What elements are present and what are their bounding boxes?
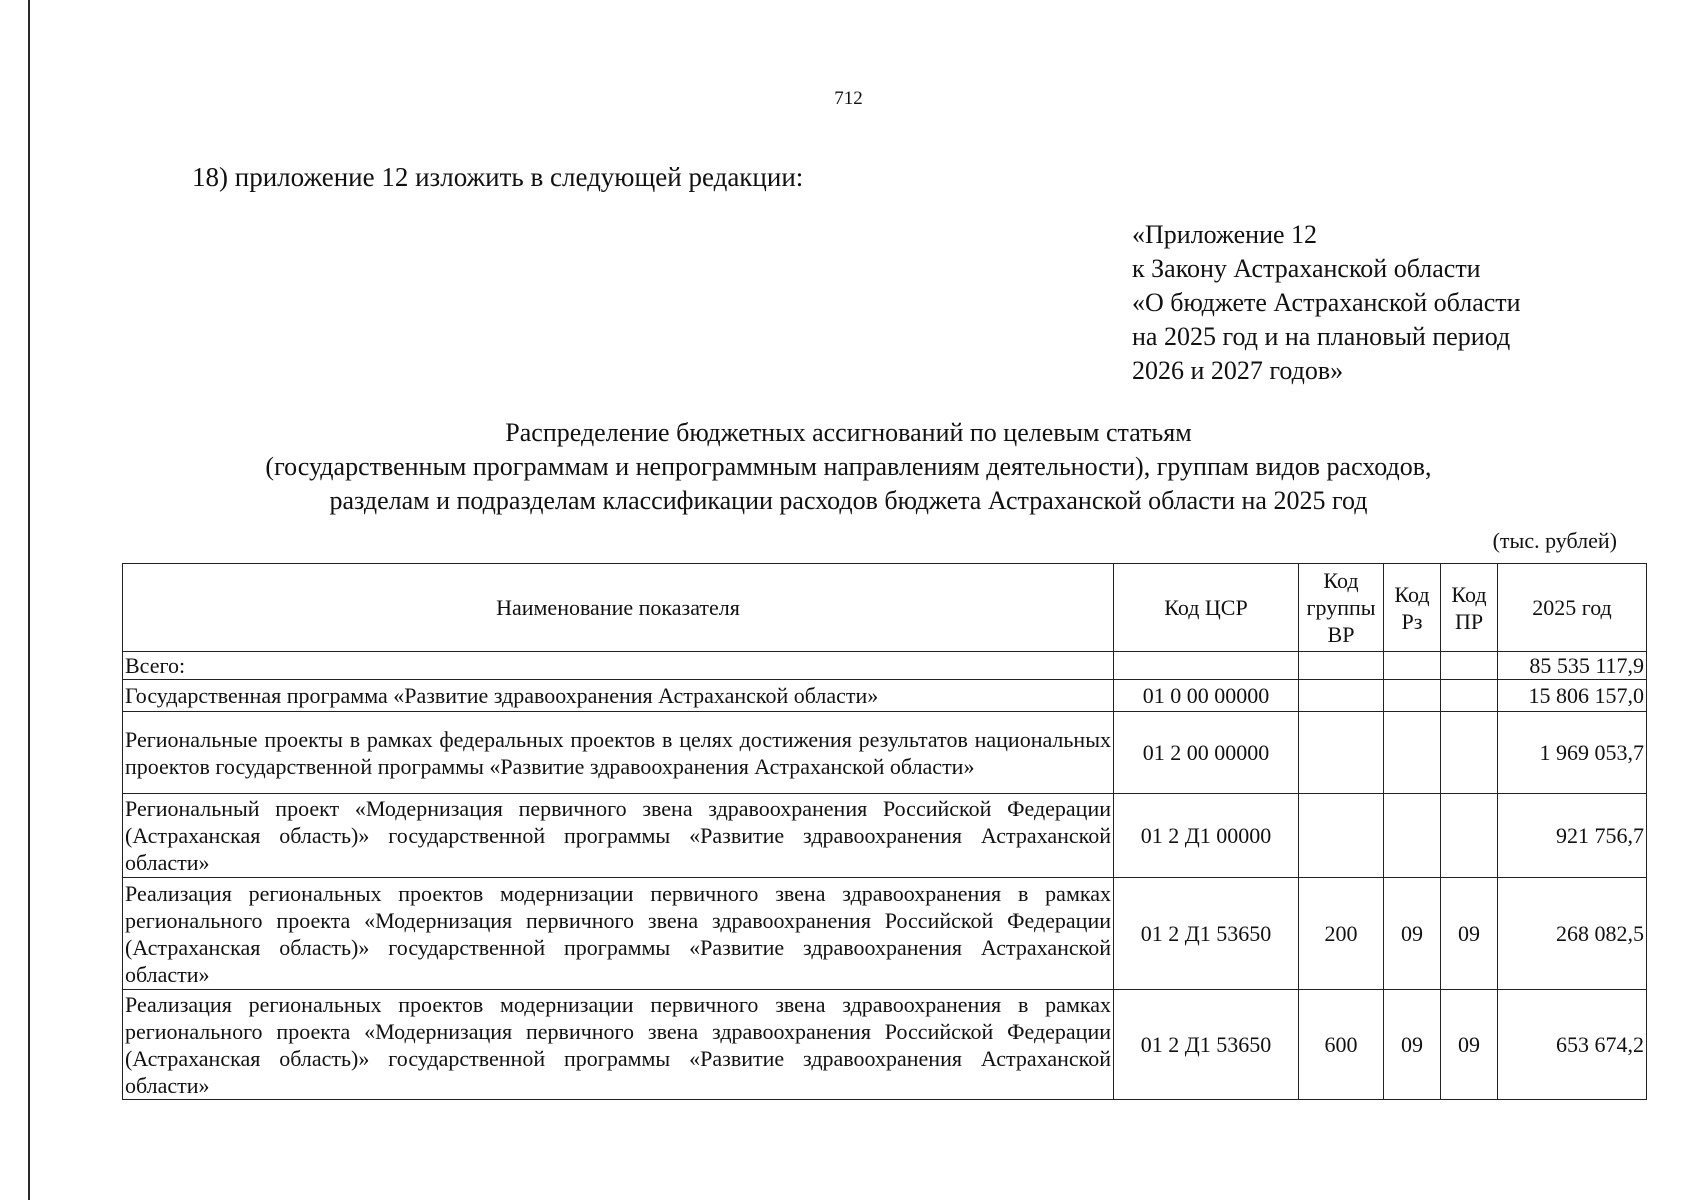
row-pr: 09 [1441,878,1498,990]
row-rz [1384,680,1441,712]
row-rz [1384,652,1441,680]
appendix-line: на 2025 год и на плановый период [1132,322,1511,351]
document-title [0,416,1697,518]
row-name: Региональные проекты в рамках федеральных проектов в целях достижения результатов национальных проектов государственной программы «Развитие здравоохранения Астраханской области» [123,712,1114,794]
row-rz: 09 [1384,990,1441,1100]
table-row [123,990,1647,1100]
appendix-reference [1132,218,1521,388]
row-csr [1114,652,1299,680]
table-row [123,878,1647,990]
row-vr [1299,680,1384,712]
header-name: Наименование показателя [123,564,1114,652]
table-row [123,652,1647,680]
row-name: Региональный проект «Модернизация первичного звена здравоохранения Российской Федерации (Астраханская область)» государственной программы «Развитие здравоохранения Астраханской области» [123,794,1114,878]
header-year: 2025 год [1498,564,1647,652]
appendix-line: «Приложение 12 [1132,220,1318,249]
row-amount: 1 969 053,7 [1498,712,1647,794]
row-vr [1299,794,1384,878]
row-rz [1384,712,1441,794]
row-pr [1441,652,1498,680]
row-csr: 01 2 00 00000 [1114,712,1299,794]
appendix-line: 2026 и 2027 годов» [1132,356,1344,385]
row-name: Государственная программа «Развитие здравоохранения Астраханской области» [123,680,1114,712]
row-pr: 09 [1441,990,1498,1100]
row-amount: 85 535 117,9 [1498,652,1647,680]
table-row [123,794,1647,878]
title-line: Распределение бюджетных ассигнований по целевым статьям [505,418,1192,447]
row-csr: 01 2 Д1 00000 [1114,794,1299,878]
appendix-line: «О бюджете Астраханской области [1132,288,1521,317]
row-amount: 15 806 157,0 [1498,680,1647,712]
page-number: 712 [834,88,863,109]
budget-table [122,563,1647,1100]
row-csr: 01 0 00 00000 [1114,680,1299,712]
row-csr: 01 2 Д1 53650 [1114,878,1299,990]
units-label: (тыс. рублей) [1492,528,1617,553]
row-vr [1299,652,1384,680]
row-amount: 921 756,7 [1498,794,1647,878]
table-row [123,712,1647,794]
row-amount: 268 082,5 [1498,878,1647,990]
row-csr: 01 2 Д1 53650 [1114,990,1299,1100]
header-rz: Код Рз [1384,564,1441,652]
row-name: Реализация региональных проектов модернизации первичного звена здравоохранения в рамках регионального проекта «Модернизация первичного звена здравоохранения Российской Федерации (Астраханская область)» государственной программы «Развитие здравоохранения Астраханской области» [123,990,1114,1100]
row-pr [1441,794,1498,878]
scan-edge-line [28,0,30,1200]
row-rz: 09 [1384,878,1441,990]
title-line: разделам и подразделам классификации расходов бюджета Астраханской области на 2025 год [329,486,1368,515]
appendix-line: к Закону Астраханской области [1132,254,1481,283]
intro-paragraph: 18) приложение 12 изложить в следующей редакции: [192,162,804,192]
title-line: (государственным программам и непрограммным направлениям деятельности), группам видов расходов, [265,452,1432,481]
header-vr: Код группы ВР [1299,564,1384,652]
row-vr: 600 [1299,990,1384,1100]
header-pr: Код ПР [1441,564,1498,652]
row-pr [1441,712,1498,794]
table-row [123,680,1647,712]
row-vr [1299,712,1384,794]
header-csr: Код ЦСР [1114,564,1299,652]
row-pr [1441,680,1498,712]
row-amount: 653 674,2 [1498,990,1647,1100]
row-name: Всего: [123,652,1114,680]
row-rz [1384,794,1441,878]
row-name: Реализация региональных проектов модернизации первичного звена здравоохранения в рамках регионального проекта «Модернизация первичного звена здравоохранения Российской Федерации (Астраханская область)» государственной программы «Развитие здравоохранения Астраханской области» [123,878,1114,990]
row-vr: 200 [1299,878,1384,990]
table-header-row [123,564,1647,652]
